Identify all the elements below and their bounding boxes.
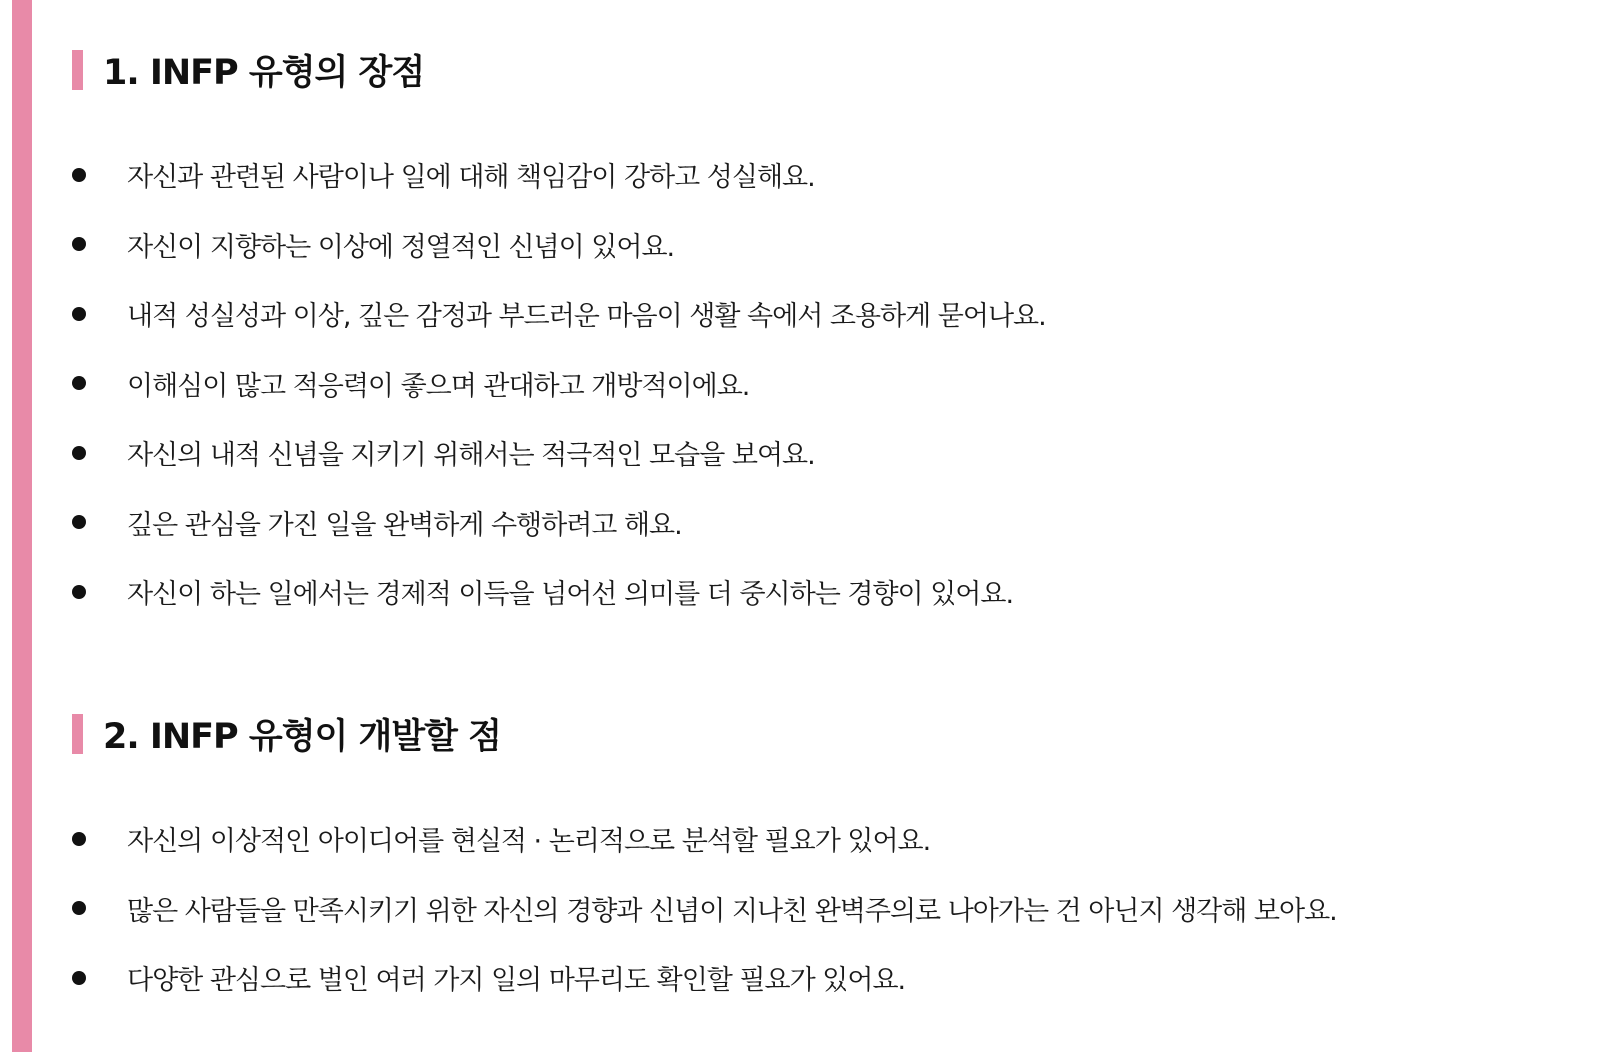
list-item-text: 자신이 지향하는 이상에 정열적인 신념이 있어요. [127,231,675,263]
bullet-icon [72,237,86,251]
bullet-icon [72,376,86,390]
section-1-title: 1. INFP 유형의 장점 [103,53,425,93]
list-item-text: 자신의 내적 신념을 지키기 위해서는 적극적인 모습을 보여요. [127,440,815,472]
list-item-text: 이해심이 많고 적응력이 좋으며 관대하고 개방적이에요. [127,370,750,402]
left-accent-bar [12,0,32,1052]
heading-marker [72,714,83,754]
bullet-icon [72,971,86,985]
list-item-text: 자신이 하는 일에서는 경제적 이득을 넘어선 의미를 더 중시하는 경향이 있어요. [127,579,1014,611]
list-item-text: 내적 성실성과 이상, 깊은 감정과 부드러운 마음이 생활 속에서 조용하게 묻어나요. [127,301,1046,333]
bullet-icon [72,168,86,182]
list-item-text: 자신과 관련된 사람이나 일에 대해 책임감이 강하고 성실해요. [127,162,815,194]
bullet-icon [72,446,86,460]
section-2-title: 2. INFP 유형이 개발할 점 [103,717,501,757]
section-1-heading [72,48,424,92]
bullet-icon [72,901,86,915]
bullet-icon [72,832,86,846]
bullet-icon [72,585,86,599]
list-item-text: 자신의 이상적인 아이디어를 현실적 · 논리적으로 분석할 필요가 있어요. [127,826,931,858]
bullet-icon [72,515,86,529]
heading-marker [72,50,83,90]
list-item-text: 깊은 관심을 가진 일을 완벽하게 수행하려고 해요. [127,509,682,541]
list-item-text: 다양한 관심으로 벌인 여러 가지 일의 마무리도 확인할 필요가 있어요. [127,965,906,997]
list-item-text: 많은 사람들을 만족시키기 위한 자신의 경향과 신념이 지나친 완벽주의로 나아가는 건 아닌지 생각해 보아요. [127,895,1337,927]
section-2-heading [72,712,501,756]
bullet-icon [72,307,86,321]
